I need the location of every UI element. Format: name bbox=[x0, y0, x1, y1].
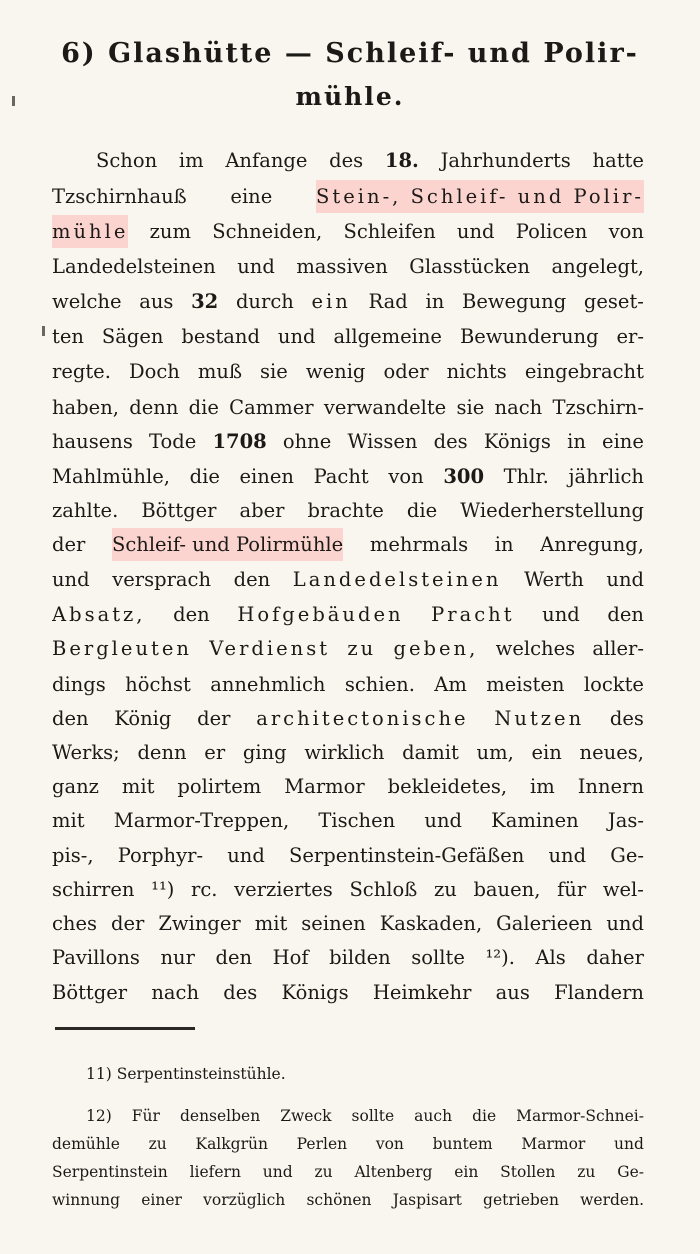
word: den bbox=[215, 946, 253, 969]
word: Jahrhunderts bbox=[440, 149, 571, 172]
body-line bbox=[52, 770, 644, 803]
word: angelegt, bbox=[551, 255, 644, 278]
word: auch bbox=[414, 1107, 453, 1125]
word: für bbox=[557, 878, 587, 901]
word: sie bbox=[456, 396, 485, 419]
word: nach bbox=[151, 981, 200, 1004]
word: Thlr. bbox=[503, 465, 549, 488]
word: von bbox=[375, 1135, 404, 1153]
word: bauen, bbox=[473, 878, 541, 901]
word: Sägen bbox=[101, 325, 164, 348]
word: des bbox=[609, 707, 644, 730]
word: denn bbox=[137, 741, 187, 764]
word: eine bbox=[230, 185, 273, 208]
word: meisten bbox=[486, 673, 565, 696]
word: durch bbox=[235, 290, 294, 313]
footnote-separator-rule bbox=[55, 1027, 195, 1030]
word: Hofgebäuden bbox=[237, 603, 404, 626]
word: Hof bbox=[272, 946, 309, 969]
word: schönen bbox=[306, 1191, 372, 1209]
word: polirtem bbox=[177, 775, 262, 798]
word: Nutzen bbox=[494, 707, 585, 730]
word: Policen bbox=[515, 220, 588, 243]
body-line bbox=[52, 460, 644, 493]
word: annehmlich bbox=[210, 673, 326, 696]
word: des bbox=[223, 981, 258, 1004]
word: Werth bbox=[524, 568, 584, 591]
word: hatte bbox=[592, 149, 644, 172]
word: und bbox=[614, 1135, 644, 1153]
word: Heimkehr bbox=[372, 981, 472, 1004]
body-line bbox=[52, 250, 644, 283]
word: mehrmals bbox=[369, 533, 469, 556]
highlighted-word: mühle bbox=[52, 215, 128, 248]
word: die bbox=[406, 499, 438, 522]
word: ein bbox=[454, 1163, 479, 1181]
word: wenig bbox=[305, 360, 366, 383]
word: bestand bbox=[181, 325, 260, 348]
word: höchst bbox=[125, 673, 191, 696]
word: neues, bbox=[579, 741, 644, 764]
word: den bbox=[233, 568, 271, 591]
word: getrieben bbox=[483, 1191, 559, 1209]
word: Pracht bbox=[431, 603, 515, 626]
word: ohne bbox=[282, 430, 332, 453]
body-line bbox=[52, 494, 644, 527]
word: und bbox=[542, 603, 580, 626]
body-line bbox=[52, 907, 644, 940]
footnote-12-line bbox=[52, 1187, 644, 1213]
word: Bewegung bbox=[462, 290, 567, 313]
word: aus bbox=[139, 290, 174, 313]
word: und bbox=[456, 220, 495, 243]
word: zu bbox=[433, 878, 457, 901]
word: Schon bbox=[96, 149, 158, 172]
word: ging bbox=[242, 741, 287, 764]
word: Landedelsteinen bbox=[52, 255, 216, 278]
word: Marmor-Schnei- bbox=[516, 1107, 644, 1125]
body-line bbox=[52, 598, 644, 631]
word: wirklich bbox=[304, 741, 385, 764]
word: demühle bbox=[52, 1135, 120, 1153]
word: vorzüglich bbox=[203, 1191, 286, 1209]
word: und bbox=[262, 1163, 293, 1181]
word: pis-, bbox=[52, 844, 94, 867]
word: die bbox=[472, 1107, 497, 1125]
word: den bbox=[607, 603, 644, 626]
scan-speck bbox=[12, 96, 15, 106]
word: geset- bbox=[583, 290, 644, 313]
word: schirren bbox=[52, 878, 135, 901]
word: Pavillons bbox=[52, 946, 140, 969]
word: Kaskaden, bbox=[379, 912, 483, 935]
word: Bewunderung bbox=[459, 325, 599, 348]
word: einen bbox=[239, 465, 294, 488]
word: Flandern bbox=[554, 981, 644, 1004]
word: Stollen bbox=[500, 1163, 556, 1181]
word: König bbox=[114, 707, 172, 730]
word: sollte bbox=[351, 1107, 395, 1125]
word: nur bbox=[160, 946, 195, 969]
word: den bbox=[173, 603, 210, 626]
word: im bbox=[178, 149, 204, 172]
word: verziertes bbox=[234, 878, 333, 901]
body-line bbox=[52, 215, 644, 248]
footnote-12-line bbox=[52, 1131, 644, 1157]
word: Tischen bbox=[318, 809, 396, 832]
word: die bbox=[189, 465, 220, 488]
word: er bbox=[204, 741, 226, 764]
word: des bbox=[329, 149, 364, 172]
word: damit bbox=[402, 741, 459, 764]
word: geben, bbox=[393, 637, 479, 660]
chapter-heading-line1: 6) Glashütte — Schleif- und Polir- bbox=[61, 38, 639, 69]
body-line bbox=[52, 736, 644, 769]
body-line bbox=[96, 144, 644, 177]
word: Kalkgrün bbox=[195, 1135, 268, 1153]
word: ches bbox=[52, 912, 98, 935]
body-line bbox=[52, 873, 644, 906]
word: werden. bbox=[580, 1191, 644, 1209]
body-line bbox=[52, 976, 644, 1009]
word: allgemeine bbox=[333, 325, 442, 348]
word: schien. bbox=[344, 673, 415, 696]
word: Tode bbox=[149, 430, 197, 453]
scan-speck bbox=[42, 326, 45, 336]
word: massiven bbox=[296, 255, 388, 278]
word: und bbox=[52, 568, 90, 591]
footnote-11: 11) Serpentinsteinstühle. bbox=[86, 1065, 286, 1083]
footnote-12-line bbox=[52, 1159, 644, 1185]
word: Absatz, bbox=[52, 603, 146, 626]
body-line bbox=[52, 668, 644, 701]
word: mit bbox=[254, 912, 288, 935]
word: Anregung, bbox=[540, 533, 644, 556]
highlighted-phrase: Schleif- und Polirmühle bbox=[112, 528, 343, 561]
word: ten bbox=[52, 325, 84, 348]
word: mit bbox=[121, 775, 155, 798]
word: 300 bbox=[443, 465, 485, 488]
word: Schleifen bbox=[343, 220, 436, 243]
footnote-12-line bbox=[86, 1103, 644, 1129]
word: Tzschirnhauß bbox=[52, 185, 187, 208]
word: die bbox=[188, 396, 219, 419]
word: aller- bbox=[592, 637, 644, 660]
body-line bbox=[52, 320, 644, 353]
word: Böttger bbox=[52, 981, 128, 1004]
word: Böttger bbox=[141, 499, 217, 522]
word: und bbox=[237, 255, 275, 278]
word: Am bbox=[434, 673, 467, 696]
word: welches bbox=[495, 637, 576, 660]
word: muß bbox=[197, 360, 242, 383]
body-line bbox=[52, 355, 644, 388]
word: den bbox=[52, 707, 89, 730]
word: Anfange bbox=[225, 149, 308, 172]
highlighted-phrase: Stein-, Schleif- und Polir- bbox=[316, 180, 644, 213]
body-line bbox=[52, 528, 644, 561]
word: Zwinger bbox=[158, 912, 241, 935]
word: Marmor bbox=[284, 775, 365, 798]
word: seinen bbox=[301, 912, 366, 935]
word: denn bbox=[129, 396, 179, 419]
word: daher bbox=[586, 946, 644, 969]
word: sie bbox=[260, 360, 288, 383]
chapter-heading-line2: mühle. bbox=[295, 82, 405, 111]
word: eingebracht bbox=[524, 360, 644, 383]
word: 12) bbox=[86, 1107, 112, 1125]
word: von bbox=[608, 220, 644, 243]
word: oder bbox=[383, 360, 429, 383]
word: 32 bbox=[191, 290, 219, 313]
word: aber bbox=[239, 499, 285, 522]
word: Porphyr- bbox=[117, 844, 204, 867]
word: Als bbox=[535, 946, 566, 969]
word: lockte bbox=[583, 673, 644, 696]
word: denselben bbox=[179, 1107, 261, 1125]
word: Zweck bbox=[280, 1107, 332, 1125]
word: zahlte. bbox=[52, 499, 119, 522]
body-line bbox=[52, 941, 644, 974]
word: in bbox=[567, 430, 586, 453]
word: des bbox=[433, 430, 468, 453]
word: zu bbox=[577, 1163, 596, 1181]
word: Für bbox=[131, 1107, 160, 1125]
word: ein bbox=[531, 741, 562, 764]
word: Altenberg bbox=[354, 1163, 433, 1181]
word: mit bbox=[52, 809, 85, 832]
word: der bbox=[52, 533, 86, 556]
word: zu bbox=[148, 1135, 167, 1153]
word: liefern bbox=[189, 1163, 241, 1181]
word: Mahlmühle, bbox=[52, 465, 170, 488]
word: einer bbox=[141, 1191, 182, 1209]
word: dings bbox=[52, 673, 106, 696]
word: in bbox=[494, 533, 514, 556]
word: eine bbox=[602, 430, 644, 453]
word: jährlich bbox=[568, 465, 644, 488]
word: Ge- bbox=[617, 1163, 644, 1181]
body-line bbox=[52, 563, 644, 596]
word: Schloß bbox=[349, 878, 418, 901]
word: versprach bbox=[112, 568, 211, 591]
word: Marmor bbox=[521, 1135, 586, 1153]
word: Rad bbox=[368, 290, 408, 313]
body-line bbox=[52, 425, 644, 458]
body-line bbox=[52, 391, 644, 424]
word: aus bbox=[495, 981, 530, 1004]
word: Innern bbox=[577, 775, 644, 798]
word: hausens bbox=[52, 430, 133, 453]
word: Glasstücken bbox=[409, 255, 530, 278]
footnote-ref-11: ¹¹) bbox=[151, 878, 175, 901]
word: ganz bbox=[52, 775, 99, 798]
word: regte. bbox=[52, 360, 111, 383]
word: Landedelsteinen bbox=[292, 568, 502, 591]
word: Doch bbox=[128, 360, 180, 383]
word: verwandelte bbox=[323, 396, 447, 419]
word: welche bbox=[52, 290, 122, 313]
word: Königs bbox=[281, 981, 349, 1004]
word: Pacht bbox=[313, 465, 369, 488]
word: und bbox=[277, 325, 316, 348]
body-line bbox=[52, 180, 644, 213]
word: in bbox=[425, 290, 445, 313]
word: der bbox=[111, 912, 145, 935]
word: im bbox=[530, 775, 555, 798]
word: Königs bbox=[483, 430, 551, 453]
footnote-ref-12: ¹²). bbox=[485, 946, 515, 969]
word: sollte bbox=[411, 946, 465, 969]
body-line bbox=[52, 804, 644, 837]
word: und bbox=[606, 912, 644, 935]
word: rc. bbox=[191, 878, 218, 901]
word: Werks; bbox=[52, 741, 120, 764]
word: Schneiden, bbox=[212, 220, 323, 243]
word: Kaminen bbox=[491, 809, 579, 832]
word: Bergleuten bbox=[52, 637, 192, 660]
word: Jas- bbox=[607, 809, 644, 832]
word: buntem bbox=[432, 1135, 493, 1153]
word: zum bbox=[149, 220, 191, 243]
word: architectonische bbox=[256, 707, 469, 730]
word: Serpentinstein bbox=[52, 1163, 168, 1181]
word: Perlen bbox=[296, 1135, 348, 1153]
body-line bbox=[52, 285, 644, 318]
word: Wissen bbox=[347, 430, 418, 453]
word: und bbox=[548, 844, 587, 867]
word: er- bbox=[616, 325, 644, 348]
word: Cammer bbox=[229, 396, 314, 419]
word: zu bbox=[347, 637, 377, 660]
word: der bbox=[197, 707, 231, 730]
word: 1708 bbox=[212, 430, 267, 453]
word: nichts bbox=[446, 360, 507, 383]
word: zu bbox=[314, 1163, 333, 1181]
word: nach bbox=[494, 396, 543, 419]
word: und bbox=[227, 844, 265, 867]
word: haben, bbox=[52, 396, 119, 419]
word: Jaspisart bbox=[392, 1191, 462, 1209]
word: 18. bbox=[384, 149, 419, 172]
word: bilden bbox=[329, 946, 391, 969]
word: Serpentinstein-Gefäßen bbox=[289, 844, 525, 867]
word: Wiederherstellung bbox=[460, 499, 644, 522]
word: Tzschirn- bbox=[552, 396, 644, 419]
word: Marmor-Treppen, bbox=[113, 809, 290, 832]
word: brachte bbox=[307, 499, 384, 522]
word: um, bbox=[476, 741, 514, 764]
word: und bbox=[424, 809, 462, 832]
word: Ge- bbox=[610, 844, 644, 867]
body-line bbox=[52, 839, 644, 872]
word: ein bbox=[311, 290, 351, 313]
word: wel- bbox=[602, 878, 644, 901]
word: von bbox=[388, 465, 424, 488]
body-line bbox=[52, 702, 644, 735]
word: und bbox=[606, 568, 644, 591]
word: bekleidetes, bbox=[387, 775, 508, 798]
word: Verdienst bbox=[209, 637, 331, 660]
word: winnung bbox=[52, 1191, 121, 1209]
body-line bbox=[52, 632, 644, 665]
word: Galerieen bbox=[496, 912, 593, 935]
